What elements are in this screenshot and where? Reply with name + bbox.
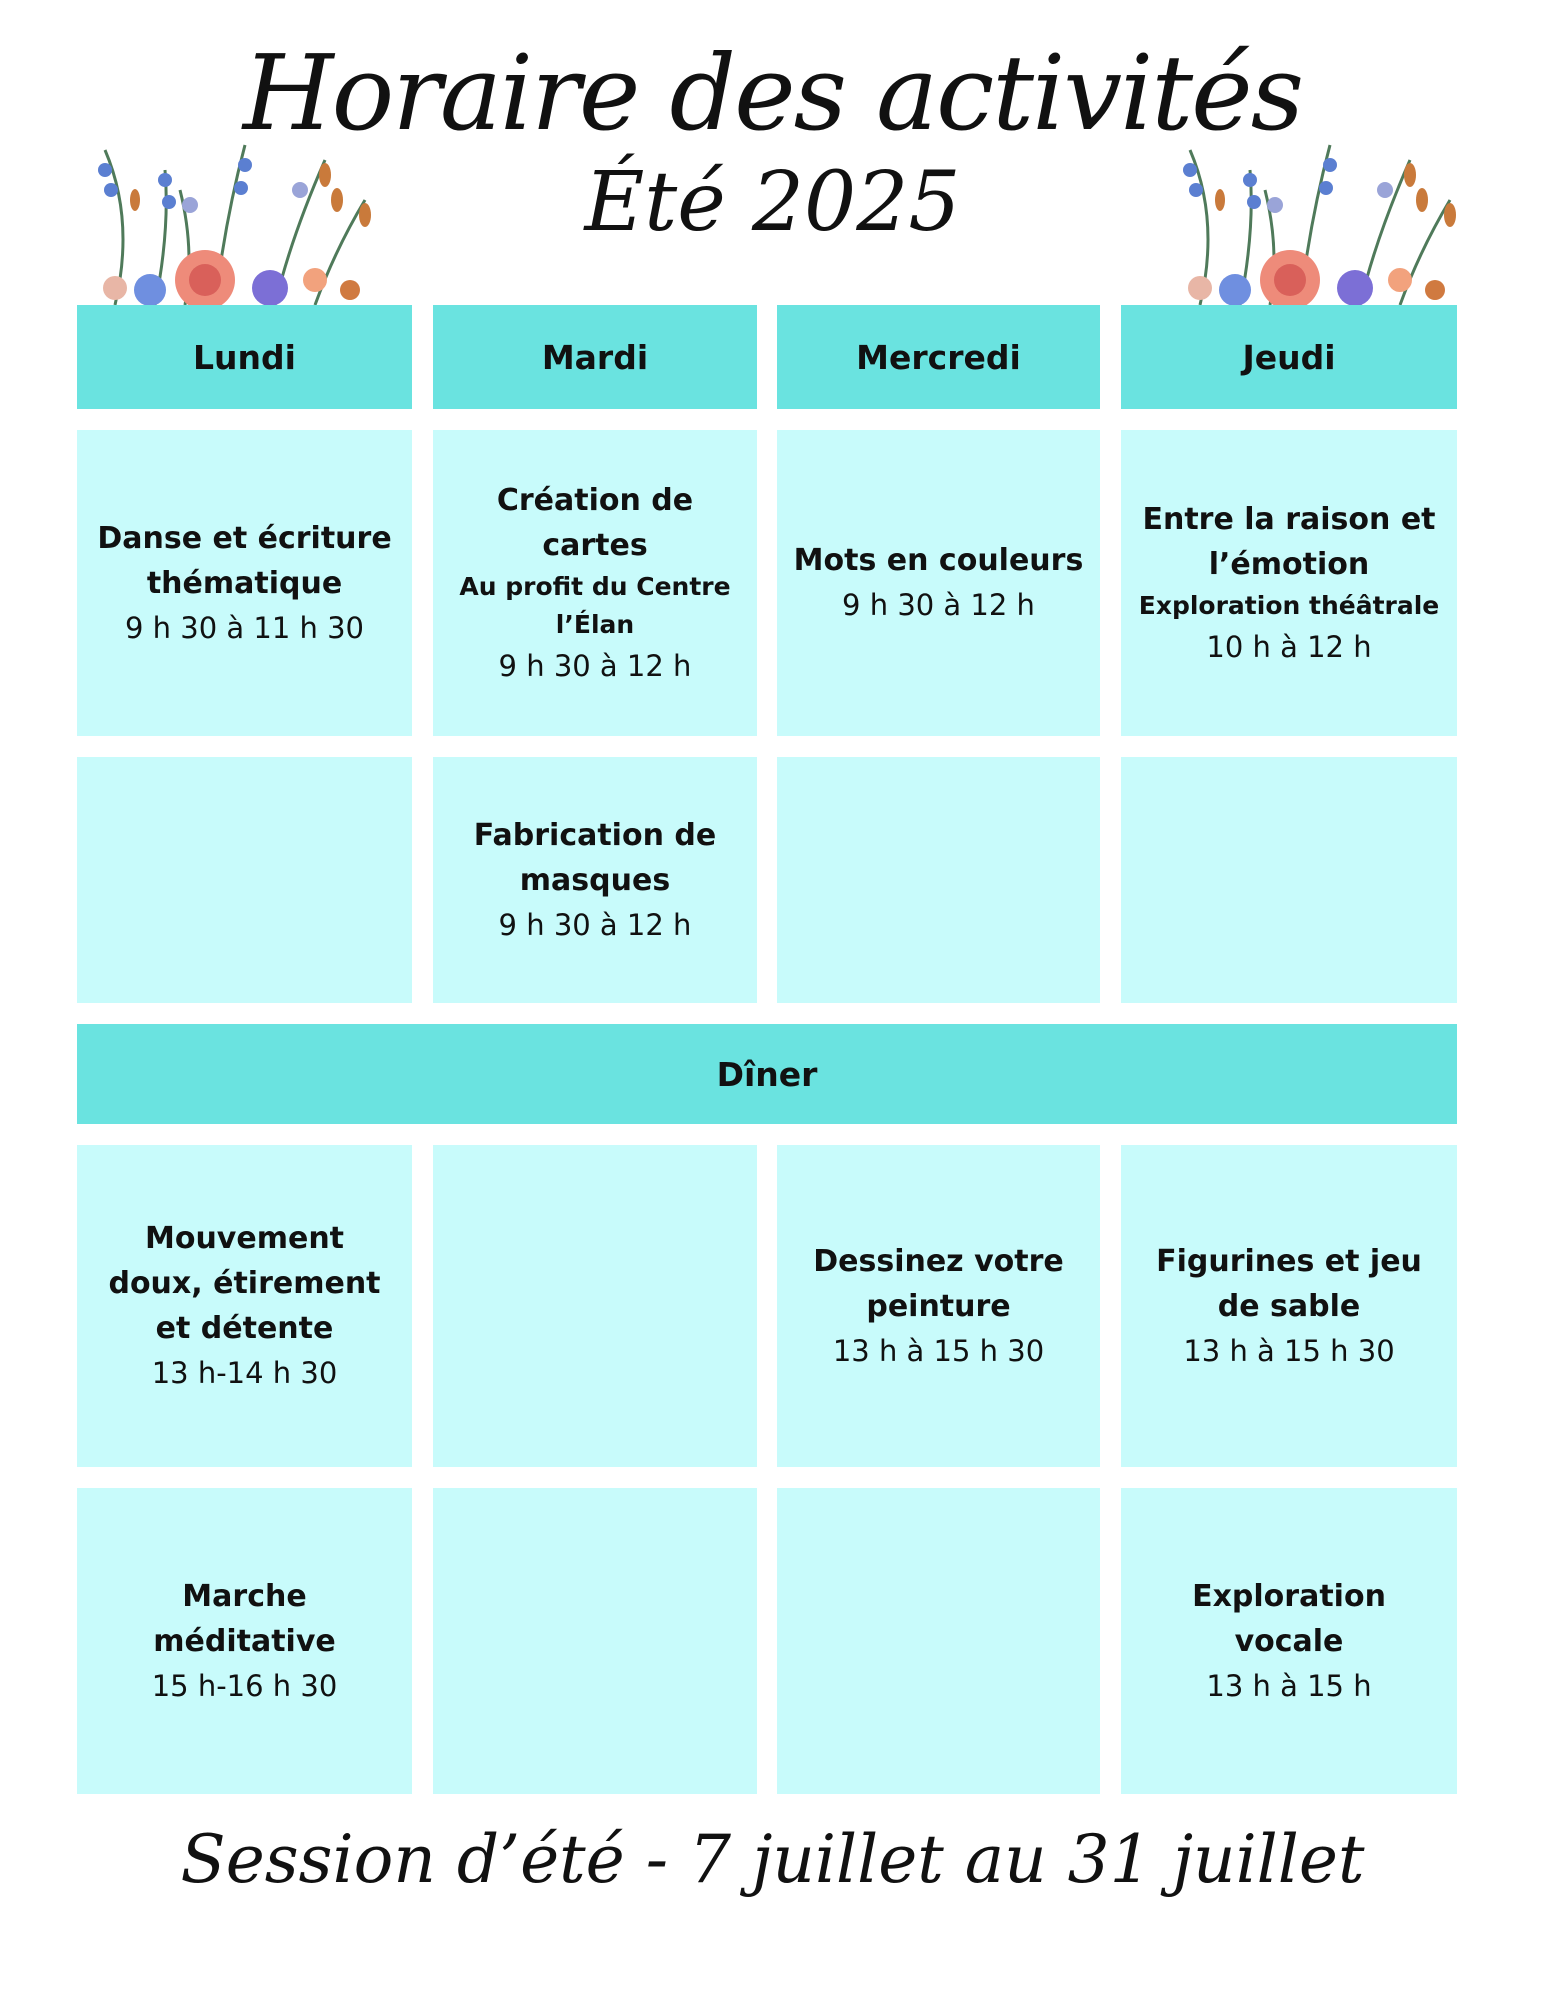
activity-time: 15 h-16 h 30 [151,1668,338,1703]
schedule-cell [433,430,757,736]
schedule-cell-empty [777,1488,1100,1794]
activity-title: Mots en couleurs [793,543,1084,578]
day-header-mercredi: Mercredi [777,305,1100,409]
schedule-cell [1121,1145,1457,1467]
schedule-cell [77,1488,412,1794]
activity-time: 9 h 30 à 12 h [498,907,692,942]
schedule-cell [433,757,757,1003]
activity-time: 9 h 30 à 11 h 30 [125,610,364,645]
activity-time: 13 h à 15 h 30 [1183,1333,1395,1368]
flower-bouquet-icon [75,130,385,310]
activity-time: 13 h à 15 h [1206,1668,1372,1703]
activity-time: 10 h à 12 h [1206,629,1372,664]
activity-title: Entre la raison et l’émotion [1142,501,1436,582]
lunch-banner: Dîner [77,1024,1457,1124]
schedule-cell [777,1145,1100,1467]
activity-subtitle: Exploration théâtrale [1138,590,1440,620]
activity-time: 9 h 30 à 12 h [842,588,1035,622]
activity-time: 9 h 30 à 12 h [498,648,692,683]
activity-title: Exploration vocale [1192,1578,1386,1659]
schedule-cell [77,430,412,736]
schedule-cell-empty [777,757,1100,1003]
schedule-cell [1121,430,1457,736]
page-subtitle: Été 2025 [584,155,961,250]
page-title: Horaire des activités [242,32,1303,154]
flower-bouquet-icon [1160,130,1470,310]
activity-title: Dessinez votre peinture [813,1243,1064,1324]
schedule-cell-empty [433,1488,757,1794]
activity-time: 13 h-14 h 30 [151,1356,338,1390]
schedule-cell [1121,1488,1457,1794]
schedule-cell [77,1145,412,1467]
schedule-cell [777,430,1100,736]
day-header-mardi: Mardi [433,305,757,409]
schedule-cell-empty [1121,757,1457,1003]
activity-title: Figurines et jeu de sable [1156,1243,1422,1324]
day-header-lundi: Lundi [77,305,412,409]
activity-title: Danse et écriture thématique [97,520,392,601]
schedule-cell-empty [433,1145,757,1467]
session-dates: Session d’été - 7 juillet au 31 juillet [180,1821,1365,1898]
activity-title: Mouvement doux, étirement et détente [108,1221,381,1346]
day-header-jeudi: Jeudi [1121,305,1457,409]
activity-title: Fabrication de masques [473,817,717,898]
activity-title: Marche méditative [153,1578,336,1659]
activity-subtitle: Au profit du Centre l’Élan [459,571,731,639]
activity-time: 13 h à 15 h 30 [832,1333,1045,1368]
schedule-cell-empty [77,757,412,1003]
activity-title: Création de cartes [496,482,694,563]
